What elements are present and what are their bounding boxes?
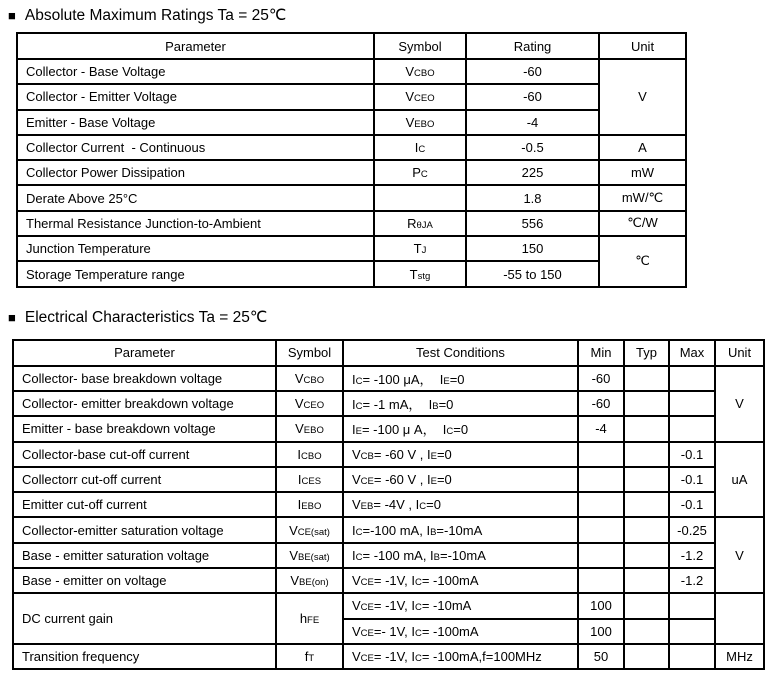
rating-cell: -0.5 (466, 135, 599, 160)
param-cell: Collector-base cut-off current (13, 442, 276, 467)
col-header-test-conditions: Test Conditions (343, 340, 578, 366)
typ-cell (624, 366, 669, 391)
col-header-symbol: Symbol (276, 340, 343, 366)
text-run: T (413, 241, 422, 257)
param-cell: Collector - Base Voltage (17, 59, 374, 84)
symbol-cell (276, 568, 343, 593)
subscript-text: CE(sat) (297, 526, 330, 538)
min-cell (578, 442, 624, 467)
rating-cell: -4 (466, 110, 599, 135)
table-row (13, 391, 764, 416)
text-run: = -1 mA， I (362, 397, 433, 413)
table-row (13, 492, 764, 517)
unit-cell: ℃/W (599, 211, 686, 236)
subscript-text: CEO (414, 93, 435, 105)
min-cell (578, 517, 624, 542)
param-cell: DC current gain (13, 593, 276, 644)
unit-cell: V (715, 517, 764, 593)
text-run: = -100 μ A， I (361, 422, 447, 438)
symbol-cell (276, 416, 343, 441)
col-header-typ: Typ (624, 340, 669, 366)
text-run: = -4V , I (373, 497, 420, 513)
typ-cell (624, 442, 669, 467)
symbol-cell (276, 644, 343, 669)
unit-cell: ℃ (599, 236, 686, 287)
min-cell (578, 492, 624, 517)
table-row (17, 160, 686, 185)
text-run: I (352, 522, 356, 538)
text-run: V (405, 64, 415, 80)
symbol-cell (374, 160, 466, 185)
max-cell: -0.1 (669, 442, 715, 467)
cond-cell (343, 568, 578, 593)
unit-cell-empty (715, 593, 764, 644)
text-run: I (352, 422, 356, 438)
symbol-cell-empty (374, 185, 466, 210)
subscript-text: B (433, 551, 441, 563)
min-cell: 50 (578, 644, 624, 669)
unit-cell: V (715, 366, 764, 442)
symbol-cell (374, 211, 466, 236)
table-row (13, 543, 764, 568)
subscript-text: CES (301, 476, 322, 487)
text-run: I (297, 446, 302, 462)
max-cell (669, 593, 715, 618)
param-cell: Storage Temperature range (17, 261, 374, 286)
min-cell: 100 (578, 619, 624, 644)
max-cell: -0.25 (669, 517, 715, 542)
min-cell: 100 (578, 593, 624, 618)
subscript-text: C (419, 501, 427, 513)
col-header-symbol: Symbol (374, 33, 466, 59)
text-run: I (352, 547, 356, 563)
subscript-text: EBO (303, 425, 324, 437)
section-title-absolute-maximum-ratings (8, 6, 770, 25)
max-cell: -0.1 (669, 467, 715, 492)
text-run: =0 (436, 472, 452, 487)
text-run: =- 1V, I (373, 623, 415, 639)
unit-cell: A (599, 135, 686, 160)
text-run: =-10mA (440, 547, 486, 563)
table-row (17, 236, 686, 261)
col-header-parameter: Parameter (17, 33, 374, 59)
subscript-text: C (355, 375, 363, 387)
table-row (17, 211, 686, 236)
text-run: V (352, 573, 361, 589)
text-run: =-100 mA, I (362, 522, 431, 538)
text-run: R (407, 215, 417, 231)
text-run: I (297, 472, 302, 487)
cond-cell (343, 416, 578, 441)
subscript-text: C (355, 526, 363, 538)
subscript-text: CE (360, 602, 374, 614)
col-header-rating: Rating (466, 33, 599, 59)
text-run: = -100 mA, I (362, 547, 434, 563)
table-row (13, 568, 764, 593)
param-cell: Collector- base breakdown voltage (13, 366, 276, 391)
symbol-cell (374, 59, 466, 84)
symbol-cell (374, 261, 466, 286)
symbol-cell (276, 366, 343, 391)
table-row (13, 366, 764, 391)
text-run: = -10mA (421, 598, 472, 614)
text-run: V (294, 370, 304, 386)
symbol-cell (276, 467, 343, 492)
typ-cell (624, 644, 669, 669)
text-run: V (405, 89, 415, 105)
subscript-text: C (420, 169, 428, 181)
col-header-max: Max (669, 340, 715, 366)
section-title-text: Electrical Characteristics Ta = 25℃ (24, 308, 268, 326)
section-title-text: Absolute Maximum Ratings Ta = 25℃ (24, 7, 287, 24)
subscript-text: CBO (301, 450, 322, 462)
text-run: V (352, 472, 361, 487)
param-cell: Base - emitter saturation voltage (13, 543, 276, 568)
table-row (13, 442, 764, 467)
text-run: V (294, 396, 304, 412)
table-row (13, 644, 764, 669)
rating-cell: -55 to 150 (466, 261, 599, 286)
max-cell (669, 416, 715, 441)
cond-cell (343, 442, 578, 467)
subscript-text: C (355, 401, 363, 413)
table-row (13, 416, 764, 441)
section-title-electrical-characteristics (8, 308, 770, 327)
text-run: V (289, 547, 298, 563)
subscript-text: CBO (303, 374, 325, 386)
header-row (13, 340, 764, 366)
max-cell (669, 619, 715, 644)
col-header-parameter: Parameter (13, 340, 276, 366)
subscript-text: T (308, 653, 315, 665)
text-run: I (414, 140, 419, 156)
text-run: = -100 μA， I (362, 371, 444, 387)
text-run: =0 (436, 446, 452, 462)
param-cell: Collector-emitter saturation voltage (13, 517, 276, 542)
subscript-text: E (355, 426, 362, 438)
subscript-text: BE(sat) (297, 551, 330, 563)
text-run: V (290, 573, 300, 589)
cond-cell (343, 366, 578, 391)
param-cell: Collectorr cut-off current (13, 467, 276, 492)
subscript-text: E (443, 375, 450, 387)
symbol-cell (374, 110, 466, 135)
text-run: =0 (438, 397, 454, 413)
text-run: V (405, 114, 415, 130)
col-header-unit: Unit (599, 33, 686, 59)
symbol-cell (276, 517, 343, 542)
param-cell: Emitter cut-off current (13, 492, 276, 517)
symbol-cell (276, 442, 343, 467)
unit-cell: V (599, 59, 686, 135)
text-run: V (352, 649, 361, 665)
subscript-text: B (430, 526, 437, 538)
text-run: = -100mA (421, 573, 479, 589)
max-cell (669, 366, 715, 391)
rating-cell: 556 (466, 211, 599, 236)
text-run: =0 (426, 497, 441, 513)
unit-cell: uA (715, 442, 764, 518)
cond-cell (343, 644, 578, 669)
param-cell: Collector Power Dissipation (17, 160, 374, 185)
min-cell: -60 (578, 366, 624, 391)
rating-cell: 1.8 (466, 185, 599, 210)
max-cell: -1.2 (669, 568, 715, 593)
param-cell: Emitter - base breakdown voltage (13, 416, 276, 441)
typ-cell (624, 619, 669, 644)
typ-cell (624, 543, 669, 568)
param-cell: Collector- emitter breakdown voltage (13, 391, 276, 416)
rating-cell: -60 (466, 59, 599, 84)
subscript-text: E (430, 450, 437, 462)
text-run: P (412, 165, 421, 181)
cond-cell (343, 619, 578, 644)
subscript-text: J (421, 245, 427, 257)
table-row (17, 135, 686, 160)
subscript-text: CE (360, 577, 374, 589)
min-cell: -4 (578, 416, 624, 441)
text-run: = -1V, I (373, 573, 415, 589)
subscript-text: BE(on) (299, 577, 329, 589)
cond-cell (343, 467, 578, 492)
param-cell: Base - emitter on voltage (13, 568, 276, 593)
subscript-text: B (432, 401, 439, 413)
rating-cell: 225 (466, 160, 599, 185)
table-row (17, 185, 686, 210)
text-run: = -1V, I (373, 649, 415, 665)
subscript-text: CE (360, 476, 374, 487)
min-cell (578, 467, 624, 492)
max-cell (669, 644, 715, 669)
subscript-text: CB (360, 450, 374, 462)
table-row (13, 467, 764, 492)
subscript-text: C (414, 577, 422, 589)
cond-cell (343, 492, 578, 517)
text-run: V (295, 421, 304, 437)
min-cell (578, 568, 624, 593)
subscript-text: EBO (414, 118, 435, 130)
symbol-cell (276, 492, 343, 517)
typ-cell (624, 492, 669, 517)
subscript-text: EBO (301, 501, 322, 513)
table-row (13, 517, 764, 542)
symbol-cell (276, 593, 343, 644)
text-run: =0 (453, 422, 469, 438)
text-run: f (304, 649, 309, 665)
subscript-text: θJA (416, 219, 433, 231)
text-run: V (352, 497, 361, 513)
min-cell (578, 543, 624, 568)
table-row (17, 110, 686, 135)
subscript-text: EB (360, 501, 374, 513)
header-row (17, 33, 686, 59)
text-run: = -100mA (421, 623, 479, 639)
subscript-text: C (355, 551, 363, 563)
subscript-text: C (418, 144, 426, 156)
unit-cell: mW (599, 160, 686, 185)
subscript-text: CE (360, 627, 374, 639)
symbol-cell (374, 236, 466, 261)
max-cell (669, 391, 715, 416)
text-run: I (352, 371, 356, 387)
table-row (17, 59, 686, 84)
rating-cell: 150 (466, 236, 599, 261)
text-run: T (409, 266, 418, 282)
table-row (13, 593, 764, 618)
unit-cell: mW/℃ (599, 185, 686, 210)
text-run: I (297, 497, 302, 513)
text-run: = -60 V , I (373, 472, 431, 487)
subscript-text: CE (360, 653, 374, 665)
subscript-text: CEO (303, 400, 325, 412)
symbol-cell (276, 391, 343, 416)
subscript-text: C (414, 627, 422, 639)
subscript-text: C (414, 602, 422, 614)
table-row (17, 261, 686, 286)
param-cell: Derate Above 25°C (17, 185, 374, 210)
param-cell: Collector Current - Continuous (17, 135, 374, 160)
typ-cell (624, 568, 669, 593)
absolute-maximum-ratings-table (16, 32, 687, 288)
typ-cell (624, 593, 669, 618)
param-cell: Transition frequency (13, 644, 276, 669)
symbol-cell (374, 135, 466, 160)
text-run: V (352, 623, 361, 639)
typ-cell (624, 391, 669, 416)
text-run: V (352, 598, 361, 614)
table-row (17, 84, 686, 109)
param-cell: Junction Temperature (17, 236, 374, 261)
param-cell: Collector - Emitter Voltage (17, 84, 374, 109)
text-run: = -1V, I (373, 598, 415, 614)
subscript-text: stg (417, 270, 431, 282)
cond-cell (343, 391, 578, 416)
cond-cell (343, 593, 578, 618)
subscript-text: CBO (414, 68, 435, 80)
cond-cell (343, 543, 578, 568)
text-run: I (352, 397, 356, 413)
unit-cell: MHz (715, 644, 764, 669)
max-cell: -0.1 (669, 492, 715, 517)
section-bullet-icon: ■ (8, 309, 16, 325)
rating-cell: -60 (466, 84, 599, 109)
subscript-text: FE (307, 615, 320, 627)
subscript-text: C (414, 653, 422, 665)
electrical-characteristics-table (12, 339, 765, 671)
typ-cell (624, 517, 669, 542)
symbol-cell (276, 543, 343, 568)
text-run: = -60 V , I (373, 446, 431, 462)
col-header-unit: Unit (715, 340, 764, 366)
text-run: V (289, 522, 298, 538)
col-header-min: Min (578, 340, 624, 366)
min-cell: -60 (578, 391, 624, 416)
max-cell: -1.2 (669, 543, 715, 568)
text-run: = -100mA,f=100MHz (421, 649, 542, 665)
text-run: =-10mA (436, 522, 483, 538)
text-run: V (352, 446, 361, 462)
symbol-cell (374, 84, 466, 109)
typ-cell (624, 467, 669, 492)
subscript-text: C (446, 426, 454, 438)
typ-cell (624, 416, 669, 441)
text-run: =0 (449, 371, 465, 387)
param-cell: Emitter - Base Voltage (17, 110, 374, 135)
text-run: h (299, 611, 308, 627)
cond-cell (343, 517, 578, 542)
section-bullet-icon: ■ (8, 8, 16, 23)
subscript-text: E (430, 476, 437, 487)
param-cell: Thermal Resistance Junction-to-Ambient (17, 211, 374, 236)
